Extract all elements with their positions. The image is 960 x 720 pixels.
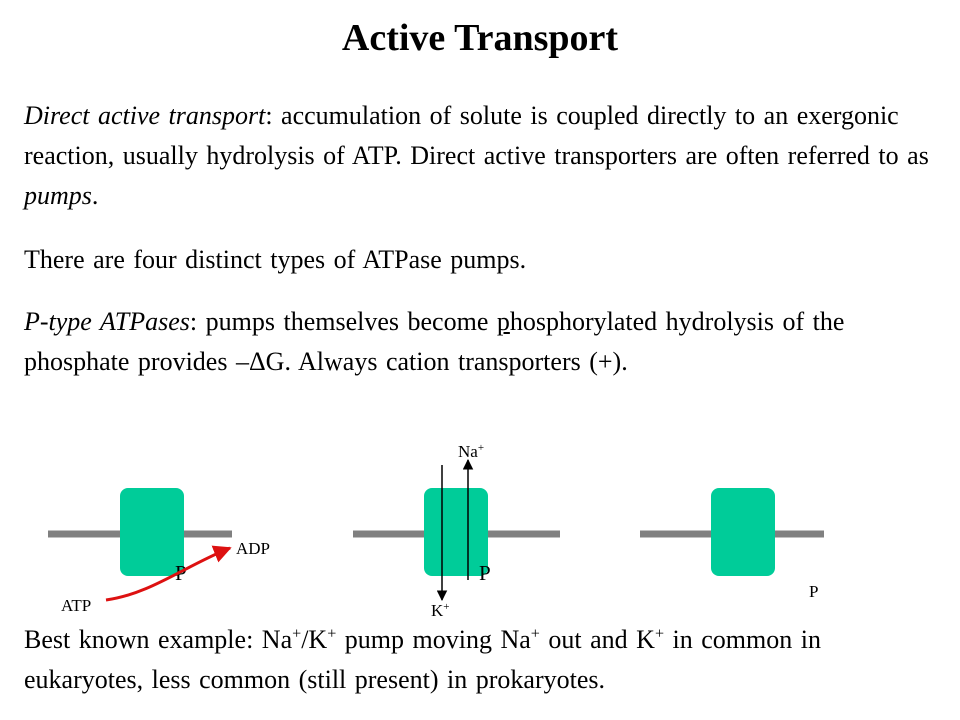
- pump-1-phosphate-label: P: [175, 561, 187, 585]
- p-type-text-a: : pumps themselves become: [189, 307, 497, 336]
- pumps-term: pumps: [24, 181, 92, 210]
- p-type-atpase-paragraph: [24, 302, 944, 382]
- sodium-label: Na+: [458, 442, 485, 461]
- example-text-2: /K: [301, 625, 328, 654]
- atpase-types-paragraph: There are four distinct types of ATPase pumps.: [24, 245, 527, 274]
- pump-3-group: [640, 488, 824, 601]
- pump-3-phosphate-label: P: [809, 582, 819, 601]
- k-charge-2: +: [654, 625, 665, 643]
- na-k-pump-example-paragraph: [24, 620, 944, 700]
- p-type-atpases-term: P-type ATPases: [24, 307, 190, 336]
- example-text-1: Best known example: Na: [24, 625, 293, 654]
- direct-active-transport-paragraph: [24, 96, 944, 216]
- underlined-p: p: [496, 307, 510, 336]
- direct-active-transport-definition: : accumulation of solute is coupled directly to an exergonic reaction, usually hydrolysis of ATP. Direct active transporters are often referred to as: [24, 101, 929, 170]
- pump-2-group: [353, 442, 560, 620]
- direct-active-transport-term: Direct active transport: [24, 101, 266, 130]
- pump-3: [711, 488, 775, 576]
- na-charge-2: +: [530, 625, 540, 643]
- pump-1-group: [48, 488, 270, 615]
- example-text-4: out and K: [539, 625, 655, 654]
- k-charge: +: [327, 625, 337, 643]
- example-text-5: in common in eukaryotes, less common (still present) in prokaryotes.: [24, 625, 821, 694]
- pump-2-phosphate-label: P: [479, 561, 491, 585]
- p-type-pump-diagram: [0, 430, 960, 620]
- adp-label: ADP: [236, 539, 271, 558]
- page-title: Active Transport: [341, 17, 619, 59]
- p-type-text-b: hosphorylated hydrolysis of the phosphate provides –ΔG. Always cation transporters (+).: [24, 307, 845, 376]
- period: .: [91, 181, 99, 210]
- potassium-label: K+: [431, 601, 450, 620]
- atp-label: ATP: [61, 596, 92, 615]
- example-text-3: pump moving Na: [336, 625, 531, 654]
- na-charge: +: [292, 625, 302, 643]
